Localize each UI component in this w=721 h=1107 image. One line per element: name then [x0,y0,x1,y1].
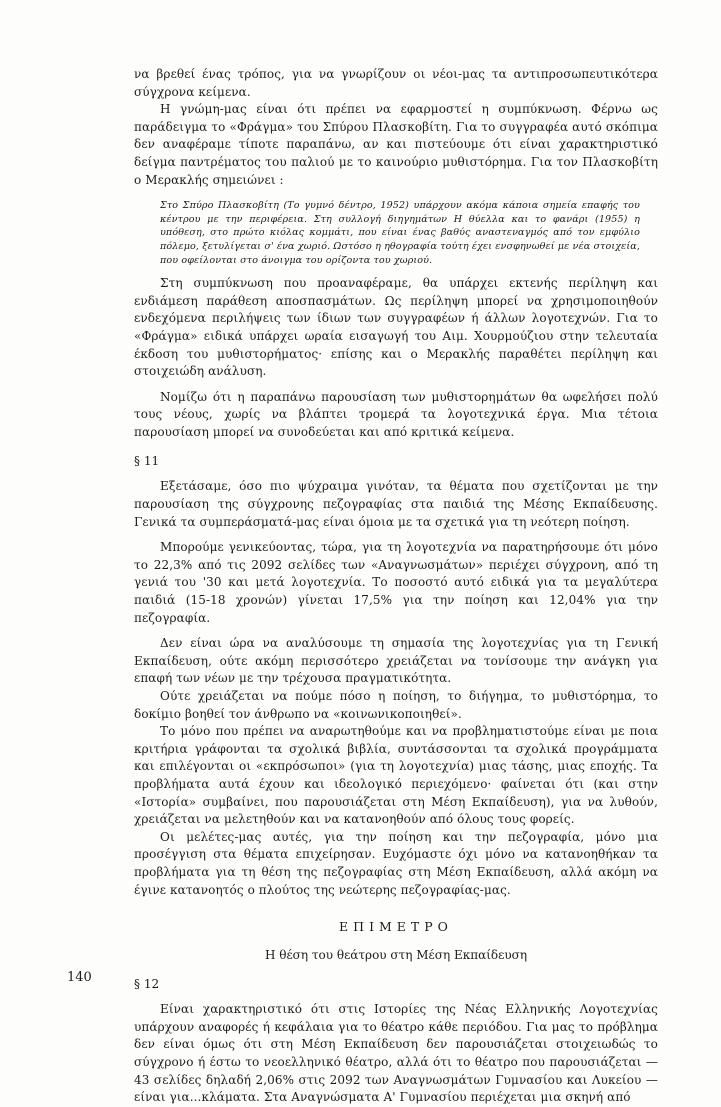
appendix-title: ΕΠΙΜΕΤΡΟ [339,919,453,935]
page-number: 140 [67,970,92,985]
paragraph: Στη συμπύκνωση που προαναφέραμε, θα υπάρχει εκτενής περίληψη και ενδιάμεση παράθεση αποσπασμάτων. Ως περίληψη μπορεί να χρησιμοποιηθούν ενδεχόμενα περιλήψεις των ίδιων των συγγραφέων ή άλλων λογοτεχνών. Για το «Φράγμα» ειδικά υπάρχει ωραία εισαγωγή του Αιμ. Χουρμούζιου στην τελευταία έκδοση του μυθιστορήματος· επίσης και ο Μερακλής παραθέτει περίληψη και στοιχειώδη ανάλυση. [134,276,658,379]
paragraph-continuation: να βρεθεί ένας τρόπος, για να γνωρίζουν οι νέοι-μας τα αντιπροσωπευτικότερα σύγχρονα κείμενα. [134,67,658,99]
paragraph: Το μόνο που πρέπει να αναρωτηθούμε και να προβληματιστούμε είναι με ποια κριτήρια γράφονται τα σχολικά βιβλία, συντάσσονται τα σχολικά προγράμματα και επιλέγονται οι «εκπρόσωποι» (για τη λογοτεχνία) μιας τάσης, μιας εποχής. Τα προβλήματα αυτά έχουν και ιδεολογικό περιεχόμενο· φαίνεται ότι (και στην «Ιστορία» συμβαίνει, που παρουσιάζεται στη Μέση Εκπαίδευση), για να λυθούν, χρειάζεται να μελετηθούν και να κατανοηθούν από όλους τους φορείς. [134,724,658,827]
paragraph: Ούτε χρειάζεται να πούμε πόσο η ποίηση, το διήγημα, το μυθιστόρημα, το δοκίμιο βοηθεί τον άνθρωπο να «κοινωνικοποιηθεί». [134,689,658,721]
section-marker: § 12 [134,977,160,992]
paragraph: Η γνώμη-μας είναι ότι πρέπει να εφαρμοστεί η συμπύκνωση. Φέρνω ως παράδειγμα το «Φράγμα» του Σπύρου Πλασκοβίτη. Για το συγγραφέα αυτό σκόπιμα δεν αναφέραμε τίποτε παραπάνω, αν και πιστεύουμε ότι είναι χαρακτηριστικό δείγμα παντρέματος του παλιού με το καινούριο μυθιστόρημα. Για τον Πλασκοβίτη ο Μερακλής σημειώνει : [134,102,658,187]
paragraph: Μπορούμε γενικεύοντας, τώρα, για τη λογοτεχνία να παρατηρήσουμε ότι μόνο το 22,3% από τις 2092 σελίδες των «Αναγνωσμάτων» περιέχει σύγχρονη, από τη γενιά του '30 και μετά λογοτεχνία. Το ποσοστό αυτό ειδικά για τα μεγαλύτερα παιδιά (15-18 χρονών) γίνεται 17,5% για την ποίηση και 12,04% για την πεζογραφία. [134,540,658,625]
section-marker: § 11 [134,454,160,469]
paragraph: Δεν είναι ώρα να αναλύσουμε τη σημασία της λογοτεχνίας για τη Γενική Εκπαίδευση, ούτε ακόμη περισσότερο χρειάζεται να τονίσουμε την ανάγκη για επαφή των νέων με την τρέχουσα πραγματικότητα. [134,636,658,686]
paragraph: Εξετάσαμε, όσο πιο ψύχραιμα γινόταν, τα θέματα που σχετίζονται με την παρουσίαση της σύγχρονης πεζογραφίας στα παιδιά της Μέσης Εκπαίδευσης. Γενικά τα συμπεράσματά-μας είναι όμοια με τα σχετικά για τη νεότερη ποίηση. [134,479,658,529]
block-quote-text: Στο Σπύρο Πλασκοβίτη (Το γυμνό δέντρο, 1952) υπάρχουν ακόμα κάποια σημεία επαφής του κέντρου με την περιφέρεια. Στη συλλογή διηγημάτων Η θύελλα και το φανάρι (1955) η υπόθεση, στο πρώτο κιόλας κομμάτι, που είναι ένας βαθύς αναστεναγμός από τον εμφύλιο πόλεμο, ξετυλίγεται σ' ένα χωριό. Ωστόσο η ηθογραφία τούτη έχει ενσφηνωθεί με νέα στοιχεία, που οφείλονται στο άνοιγμα του ορίζοντα του χωριού. [160,200,640,266]
paragraph: Είναι χαρακτηριστικό ότι στις Ιστορίες της Νέας Ελληνικής Λογοτεχνίας υπάρχουν αναφορές ή κεφάλαια για το θέατρο κάθε περιόδου. Για μας το πρόβλημα δεν είναι όμως ότι στη Μέση Εκπαίδευση δεν παρουσιάζεται στοιχειωδώς το σύγχρονο ή έστω το νεοελληνικό θέατρο, αλλά ότι το θέατρο που παρουσιάζεται — 43 σελίδες δηλαδή 2,06% στις 2092 των Αναγνωσμάτων Γυμνασίου και Λυκείου — είναι για...κλάματα. Στα Αναγνώσματα Α' Γυμνασίου περιέχεται μια σκηνή από [134,1002,658,1105]
text-column [134,66,658,1107]
paragraph: Οι μελέτες-μας αυτές, για την ποίηση και την πεζογραφία, μόνο μια προσέγγιση στα θέματα επιχείρησαν. Ευχόμαστε όχι μόνο να κατανοηθήκαν τα προβλήματα για τη θέση της πεζογραφίας στη Μέση Εκπαίδευση, αλλά ακόμη να έγινε κατανοητός ο πλούτος της νεώτερης πεζογραφίας-μας. [134,829,658,897]
paragraph: Νομίζω ότι η παραπάνω παρουσίαση των μυθιστορημάτων θα ωφελήσει πολύ τους νέους, χωρίς να βλάπτει τρομερά τα λογοτεχνικά έργα. Μια τέτοια παρουσίαση μπορεί να συνοδεύεται και από κριτικά κείμενα. [134,389,658,439]
appendix-subtitle: Η θέση του θεάτρου στη Μέση Εκπαίδευση [264,948,528,963]
block-quote [160,199,640,267]
